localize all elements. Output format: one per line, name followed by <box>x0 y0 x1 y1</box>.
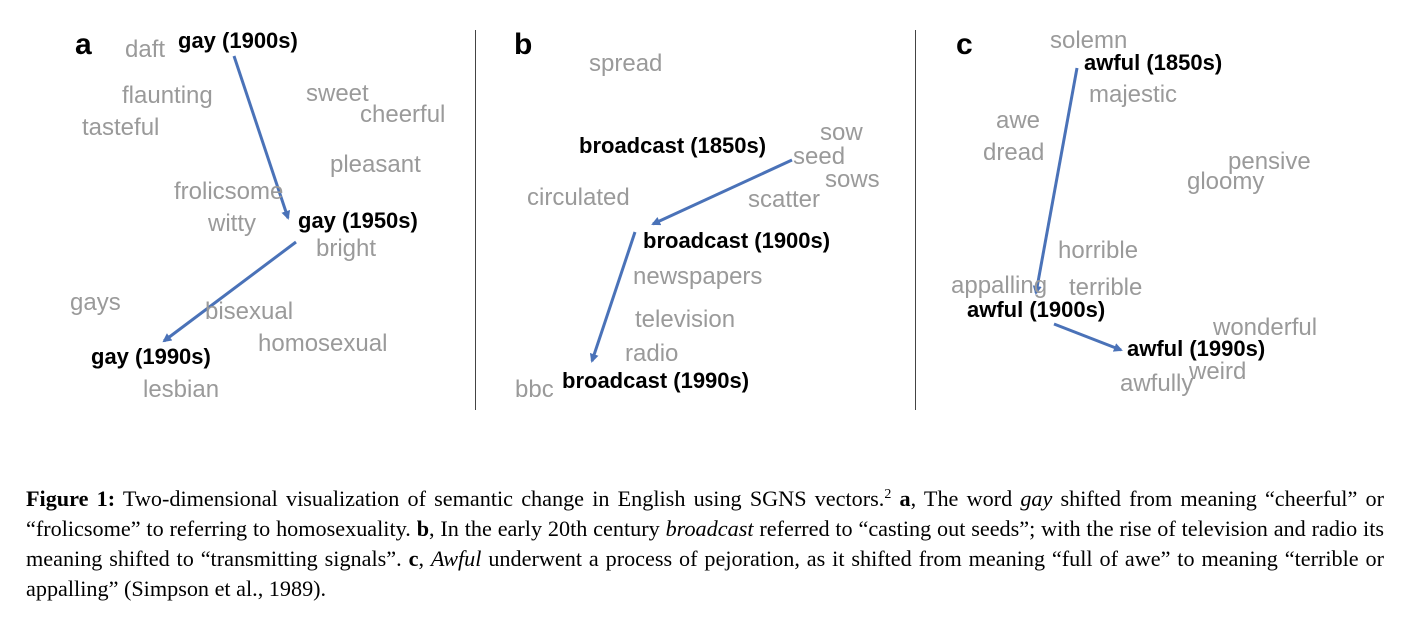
caption-text-6: referred to “casting out seeds”; with the rise of television and radio its meaning shifted to “transmitting signals”. <box>26 516 1384 571</box>
caption-text-7: , <box>418 546 431 571</box>
panel-b-letter: b <box>514 28 533 61</box>
word-circulated: circulated <box>527 184 630 211</box>
caption-word-broadcast: broadcast <box>665 516 754 541</box>
word-frolicsome: frolicsome <box>174 178 284 205</box>
word-gloomy: gloomy <box>1187 168 1265 195</box>
word-awful-1990s: awful (1990s) <box>1127 336 1266 361</box>
word-daft: daft <box>125 36 166 63</box>
word-awfully: awfully <box>1120 370 1194 397</box>
word-radio: radio <box>625 340 679 367</box>
word-gay-1900s: gay (1900s) <box>178 28 298 53</box>
caption-word-awful: Awful <box>430 546 482 571</box>
word-tasteful: tasteful <box>82 114 160 141</box>
caption-panel-c-label: c <box>408 546 419 571</box>
word-awful-1850s: awful (1850s) <box>1084 50 1223 75</box>
word-horrible: horrible <box>1058 237 1139 264</box>
word-pensive: pensive <box>1228 148 1311 175</box>
panel-a-letter: a <box>75 28 92 61</box>
word-weird: weird <box>1189 358 1247 385</box>
word-newspapers: newspapers <box>633 263 763 290</box>
caption-text-4: shifted from meaning “cheerful” or “frolicsome” to referring to homosexuality. <box>26 486 1384 541</box>
caption-panel-a-label: a <box>899 486 911 511</box>
arrow-awful-1900-to-1990 <box>1054 324 1121 350</box>
word-gay-1950s: gay (1950s) <box>298 208 418 233</box>
word-awe: awe <box>996 107 1041 134</box>
word-broadcast-1900s: broadcast (1900s) <box>643 228 831 253</box>
word-dread: dread <box>983 139 1045 166</box>
word-gay-1990s: gay (1990s) <box>91 344 211 369</box>
word-cheerful: cheerful <box>360 101 446 128</box>
word-homosexual: homosexual <box>258 330 388 357</box>
word-flaunting: flaunting <box>122 82 213 109</box>
caption-label: Figure 1: <box>26 486 116 511</box>
word-scatter: scatter <box>748 186 821 213</box>
caption-text-5: , In the early 20th century <box>429 516 666 541</box>
word-pleasant: pleasant <box>330 151 421 178</box>
caption-text-8: underwent a process of pejoration, as it shifted from meaning “full of awe” to meaning “terrible or appalling” (Simpson et al., 1989). <box>26 546 1385 601</box>
word-majestic: majestic <box>1089 81 1178 108</box>
word-wonderful: wonderful <box>1213 314 1318 341</box>
panel-c-letter: c <box>956 28 973 61</box>
word-appalling: appalling <box>951 272 1048 299</box>
word-sow: sow <box>820 119 863 146</box>
word-solemn: solemn <box>1050 27 1128 54</box>
word-sweet: sweet <box>306 80 369 107</box>
word-terrible: terrible <box>1069 274 1143 301</box>
caption-text-3: , The word <box>910 486 1021 511</box>
footnote-marker: 2 <box>884 487 892 502</box>
word-awful-1900s: awful (1900s) <box>967 297 1106 322</box>
word-gays: gays <box>70 289 121 316</box>
word-broadcast-1990s: broadcast (1990s) <box>562 368 750 393</box>
word-bright: bright <box>316 235 377 262</box>
word-spread: spread <box>589 50 663 77</box>
word-television: television <box>635 306 736 333</box>
caption-text-2 <box>891 486 899 511</box>
word-witty: witty <box>208 210 256 237</box>
word-bbc: bbc <box>515 376 554 403</box>
panel-divider-1 <box>475 30 476 410</box>
word-seed: seed <box>793 143 846 170</box>
arrow-gay-1950-to-1990 <box>164 242 296 341</box>
panel-divider-2 <box>915 30 916 410</box>
word-sows: sows <box>825 166 880 193</box>
figure-caption <box>26 484 1384 604</box>
word-lesbian: lesbian <box>143 376 220 403</box>
word-broadcast-1850s: broadcast (1850s) <box>579 133 767 158</box>
caption-word-gay: gay <box>1020 486 1053 511</box>
caption-panel-b-label: b <box>416 516 430 541</box>
caption-text-1: Two-dimensional visualization of semantic change in English using SGNS vectors. <box>115 486 885 511</box>
word-bisexual: bisexual <box>205 298 294 325</box>
